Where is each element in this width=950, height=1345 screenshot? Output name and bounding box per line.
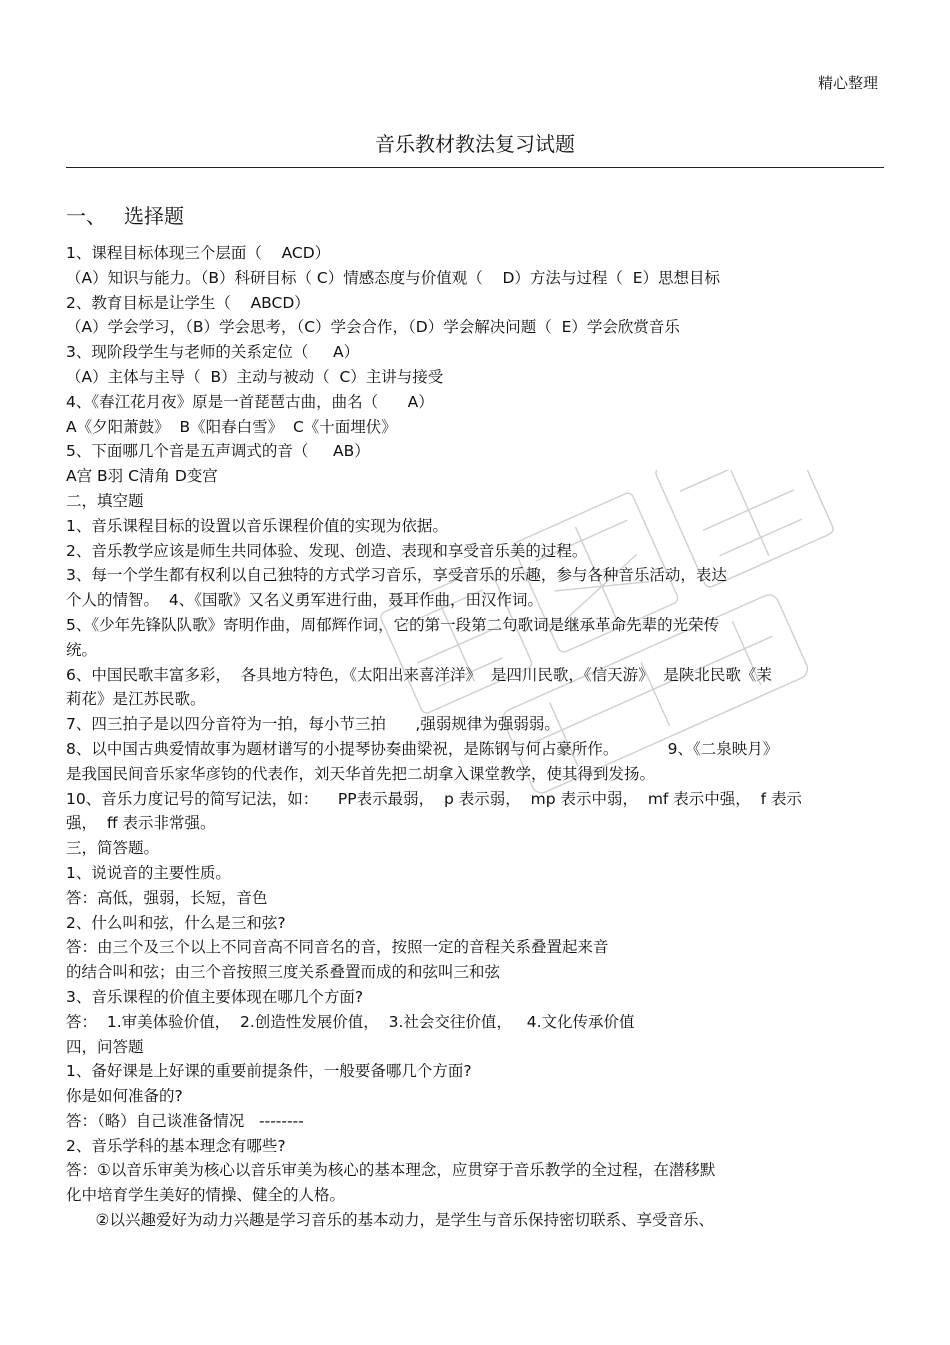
section-heading: 三，简答题。: [66, 839, 160, 858]
text-line: 2、音乐教学应该是师生共同体验、发现、创造、表现和享受音乐美的过程。: [66, 541, 588, 560]
text-line: 化中培育学生美好的情操、健全的人格。: [66, 1186, 346, 1205]
text-line: 答： 1.审美体验价值， 2.创造性发展价值， 3.社会交往价值， 4.文化传承价值: [66, 1012, 635, 1031]
text-line: 5、《少年先锋队队歌》寄明作曲，周郁辉作词，它的第一段第二句歌词是继承革命先辈的光荣传: [66, 615, 720, 634]
text-line: 答：高低，强弱，长短，音色: [66, 888, 268, 907]
text-line: 莉花》是江苏民歌。: [66, 690, 206, 709]
text-line: 3、音乐课程的价值主要体现在哪几个方面?: [66, 987, 364, 1006]
text-line: （A）学会学习，（B）学会思考，（C）学会合作，（D）学会解决问题（ E）学会欣赏音乐: [66, 318, 680, 337]
text-line: 8、以中国古典爱情故事为题材谱写的小提琴协奏曲梁祝，是陈钢与何占豪所作。 9、《二泉映月》: [66, 739, 779, 758]
section-heading: 二，填空题: [66, 491, 144, 510]
title-divider: [66, 167, 884, 168]
text-line: （A）知识与能力。（B）科研目标（ C）情感态度与价值观（ D）方法与过程（ E）思想目标: [66, 268, 721, 287]
text-line: 2、教育目标是让学生（ ABCD）: [66, 293, 310, 312]
text-line: 2、音乐学科的基本理念有哪些?: [66, 1136, 286, 1155]
text-line: 个人的情智。 4、《国歌》又名义勇军进行曲，聂耳作曲，田汉作词。: [66, 591, 543, 610]
text-line: 1、备好课是上好课的重要前提条件，一般要备哪几个方面?: [66, 1062, 472, 1081]
page-title: 音乐教材教法复习试题: [375, 132, 575, 156]
text-line: 1、音乐课程目标的设置以音乐课程价值的实现为依据。: [66, 516, 448, 535]
text-line: 答：（略）自己谈准备情况 --------: [66, 1111, 304, 1130]
text-line: 7、四三拍子是以四分音符为一拍，每小节三拍 ,强弱规律为强弱弱。: [66, 715, 560, 734]
text-line: 统。: [66, 640, 98, 659]
text-line: 3、每一个学生都有权利以自己独特的方式学习音乐，享受音乐的乐趣，参与各种音乐活动，表达: [66, 566, 727, 585]
header-note: 精心整理: [817, 74, 878, 92]
section-heading: 四，问答题: [66, 1037, 144, 1056]
text-line: 你是如何准备的?: [66, 1087, 183, 1106]
text-line: 答：①以音乐审美为核心以音乐审美为核心的基本理念，应贯穿于音乐教学的全过程，在潜移默: [66, 1161, 716, 1180]
text-line: （A）主体与主导（ B）主动与被动（ C）主讲与接受: [66, 367, 444, 386]
text-line: 答：由三个及三个以上不同音高不同音名的音，按照一定的音程关系叠置起来音: [66, 938, 609, 957]
text-line: 1、说说音的主要性质。: [66, 863, 231, 882]
text-line: 2、什么叫和弦，什么是三和弦?: [66, 913, 286, 932]
section-number: 一、: [66, 204, 106, 228]
text-line: 强， ff 表示非常强。: [66, 814, 216, 833]
text-line: 10、音乐力度记号的简写记法，如： PP表示最弱， p 表示弱， mp 表示中弱， mf 表示中强， f 表示: [66, 789, 803, 808]
text-line: 的结合叫和弦；由三个音按照三度关系叠置而成的和弦叫三和弦: [66, 963, 501, 982]
text-line: A宫 B羽 C清角 D变宫: [66, 467, 218, 486]
text-line: A《夕阳萧鼓》 B《阳春白雪》 C《十面埋伏》: [66, 417, 397, 436]
text-line: 5、下面哪几个音是五声调式的音（ AB）: [66, 442, 370, 461]
text-line: 6、中国民歌丰富多彩， 各具地方特色，《太阳出来喜洋洋》 是四川民歌，《信天游》 是陕北民歌《茉: [66, 665, 772, 684]
text-line: 是我国民间音乐家华彦钧的代表作，刘天华首先把二胡拿入课堂教学，使其得到发扬。: [66, 764, 656, 783]
section-label: 选择题: [124, 204, 184, 228]
text-line: 3、现阶段学生与老师的关系定位（ A）: [66, 343, 360, 362]
section-heading-choice: [66, 200, 184, 229]
text-line: ②以兴趣爱好为动力兴趣是学习音乐的基本动力，是学生与音乐保持密切联系、享受音乐、: [66, 1211, 714, 1230]
text-line: 1、课程目标体现三个层面（ ACD）: [66, 244, 331, 262]
document-body: [66, 241, 884, 1233]
text-line: 4、《春江花月夜》原是一首琵琶古曲，曲名（ A）: [66, 392, 434, 411]
